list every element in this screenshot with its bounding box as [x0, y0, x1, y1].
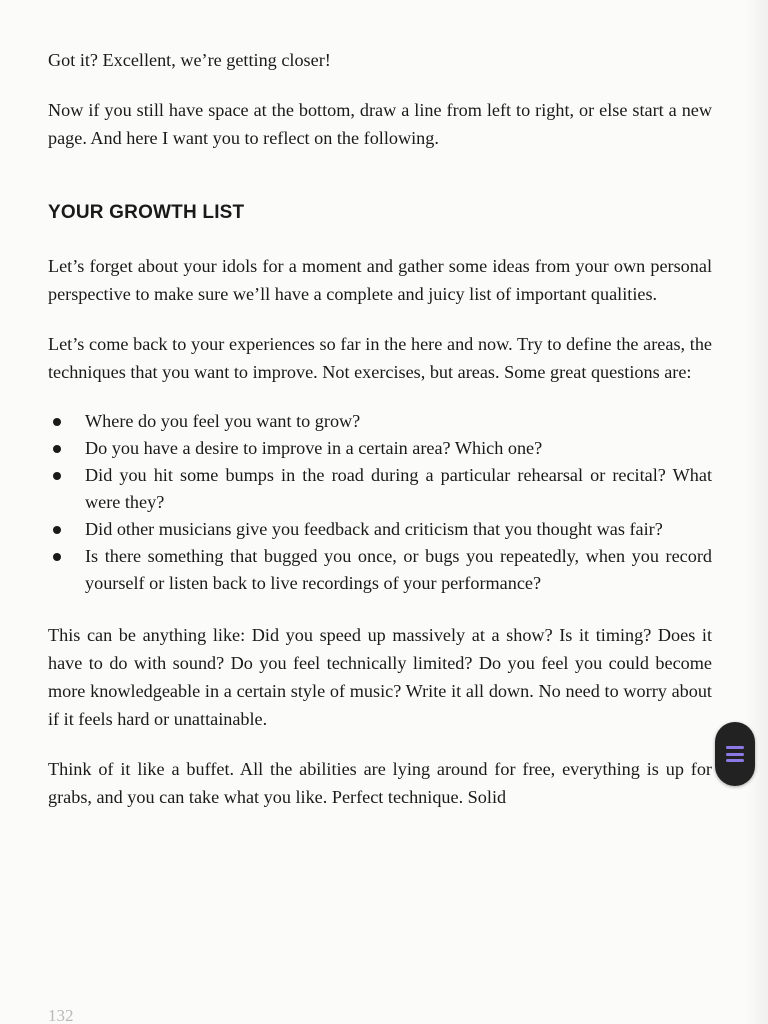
list-item — [48, 462, 712, 516]
forget-idols-paragraph: Let’s forget about your idols for a moment and gather some ideas from your own personal perspective to make sure we’ll have a complete and juicy list of important qualities. — [48, 256, 712, 304]
bullet-icon — [53, 418, 61, 426]
bullet-icon — [53, 445, 61, 453]
anything-paragraph: This can be anything like: Did you speed up massively at a show? Is it timing? Does it have to do with sound? Do you feel technically limited? Do you feel you could become more knowledgeable in a certain style of music? Write it all down. No need to worry about if it feels hard or unattainable. — [48, 625, 712, 729]
menu-line — [726, 746, 744, 749]
section-heading: YOUR GROWTH LIST — [48, 202, 245, 223]
list-item-text: Where do you feel you want to grow? — [85, 411, 361, 431]
bullet-icon — [53, 553, 61, 561]
bullet-icon — [53, 526, 61, 534]
page-content — [48, 46, 712, 811]
instruction-paragraph: Now if you still have space at the bottom, draw a line from left to right, or else start a new page. And here I want you to reflect on the following. — [48, 100, 712, 148]
bullet-icon — [53, 472, 61, 480]
menu-line — [726, 753, 744, 756]
list-item-text: Do you have a desire to improve in a certain area? Which one? — [85, 438, 543, 458]
questions-list — [48, 408, 712, 597]
list-item — [48, 435, 712, 462]
experiences-paragraph: Let’s come back to your experiences so far in the here and now. Try to define the areas, the techniques that you want to improve. Not exercises, but areas. Some great questions are: — [48, 334, 712, 382]
page-number: 132 — [48, 1006, 74, 1024]
list-item — [48, 543, 712, 597]
buffet-paragraph: Think of it like a buffet. All the abilities are lying around for free, everything is up for grabs, and you can take what you like. Perfect technique. Solid — [48, 759, 712, 807]
intro-paragraph: Got it? Excellent, we’re getting closer! — [48, 50, 331, 70]
scroll-handle[interactable] — [715, 722, 755, 786]
menu-line — [726, 759, 744, 762]
menu-lines-icon — [726, 746, 744, 762]
list-item-text: Did you hit some bumps in the road during a particular rehearsal or recital? What were they? — [85, 465, 712, 512]
list-item — [48, 408, 712, 435]
list-item — [48, 516, 712, 543]
list-item-text: Is there something that bugged you once, or bugs you repeatedly, when you record yourself or listen back to live recordings of your performance? — [85, 546, 712, 593]
list-item-text: Did other musicians give you feedback and criticism that you thought was fair? — [85, 519, 663, 539]
page-edge-shadow — [746, 0, 768, 1024]
